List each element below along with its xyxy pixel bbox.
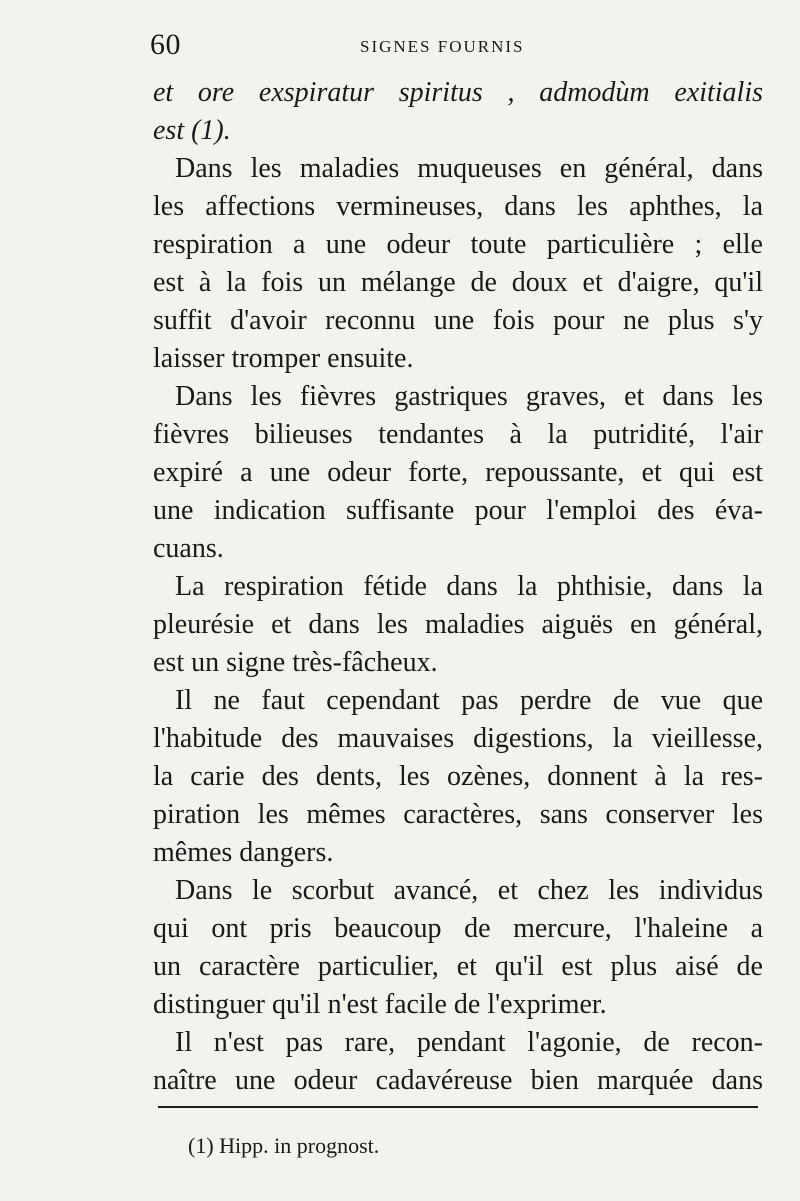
footnote-divider — [158, 1106, 758, 1108]
text-line: un caractère particulier, et qu'il est plus aisé de — [153, 951, 763, 982]
text-line: les affections vermineuses, dans les aphthes, la — [153, 191, 763, 222]
footnote: (1) Hipp. in prognost. — [188, 1133, 380, 1158]
text-line: est (1). — [153, 115, 231, 146]
text-line: Il ne faut cependant pas perdre de vue que — [175, 685, 763, 716]
text-line: Dans les maladies muqueuses en général, dans — [175, 153, 763, 184]
text-line: est un signe très-fâcheux. — [153, 647, 438, 678]
text-line: distinguer qu'il n'est facile de l'exprimer. — [153, 989, 607, 1020]
text-line: la carie des dents, les ozènes, donnent à la res- — [153, 761, 763, 792]
text-line: et ore exspiratur spiritus , admodùm exitialis — [153, 77, 763, 108]
text-line: expiré a une odeur forte, repoussante, et qui est — [153, 457, 763, 488]
text-line: piration les mêmes caractères, sans conserver les — [153, 799, 763, 830]
text-line: respiration a une odeur toute particulière ; elle — [153, 229, 763, 260]
text-line: La respiration fétide dans la phthisie, dans la — [175, 571, 763, 602]
text-line: mêmes dangers. — [153, 837, 334, 868]
text-line: fièvres bilieuses tendantes à la putridité, l'air — [153, 419, 763, 450]
text-line: l'habitude des mauvaises digestions, la vieillesse, — [153, 723, 763, 754]
text-line: qui ont pris beaucoup de mercure, l'haleine a — [153, 913, 763, 944]
page-number: 60 — [150, 28, 181, 61]
text-line: Il n'est pas rare, pendant l'agonie, de recon- — [175, 1027, 763, 1058]
text-line: cuans. — [153, 533, 224, 564]
running-head: SIGNES FOURNIS — [360, 37, 525, 56]
text-line: Dans les fièvres gastriques graves, et dans les — [175, 381, 763, 412]
text-line: laisser tromper ensuite. — [153, 343, 414, 374]
text-line: naître une odeur cadavéreuse bien marquée dans — [153, 1065, 763, 1096]
text-line: est à la fois un mélange de doux et d'aigre, qu'il — [153, 267, 763, 298]
text-line: suffit d'avoir reconnu une fois pour ne plus s'y — [153, 305, 763, 336]
text-line: pleurésie et dans les maladies aiguës en général, — [153, 609, 763, 640]
text-line: une indication suffisante pour l'emploi des éva- — [153, 495, 763, 526]
text-line: Dans le scorbut avancé, et chez les individus — [175, 875, 763, 906]
body-text — [153, 74, 763, 1100]
